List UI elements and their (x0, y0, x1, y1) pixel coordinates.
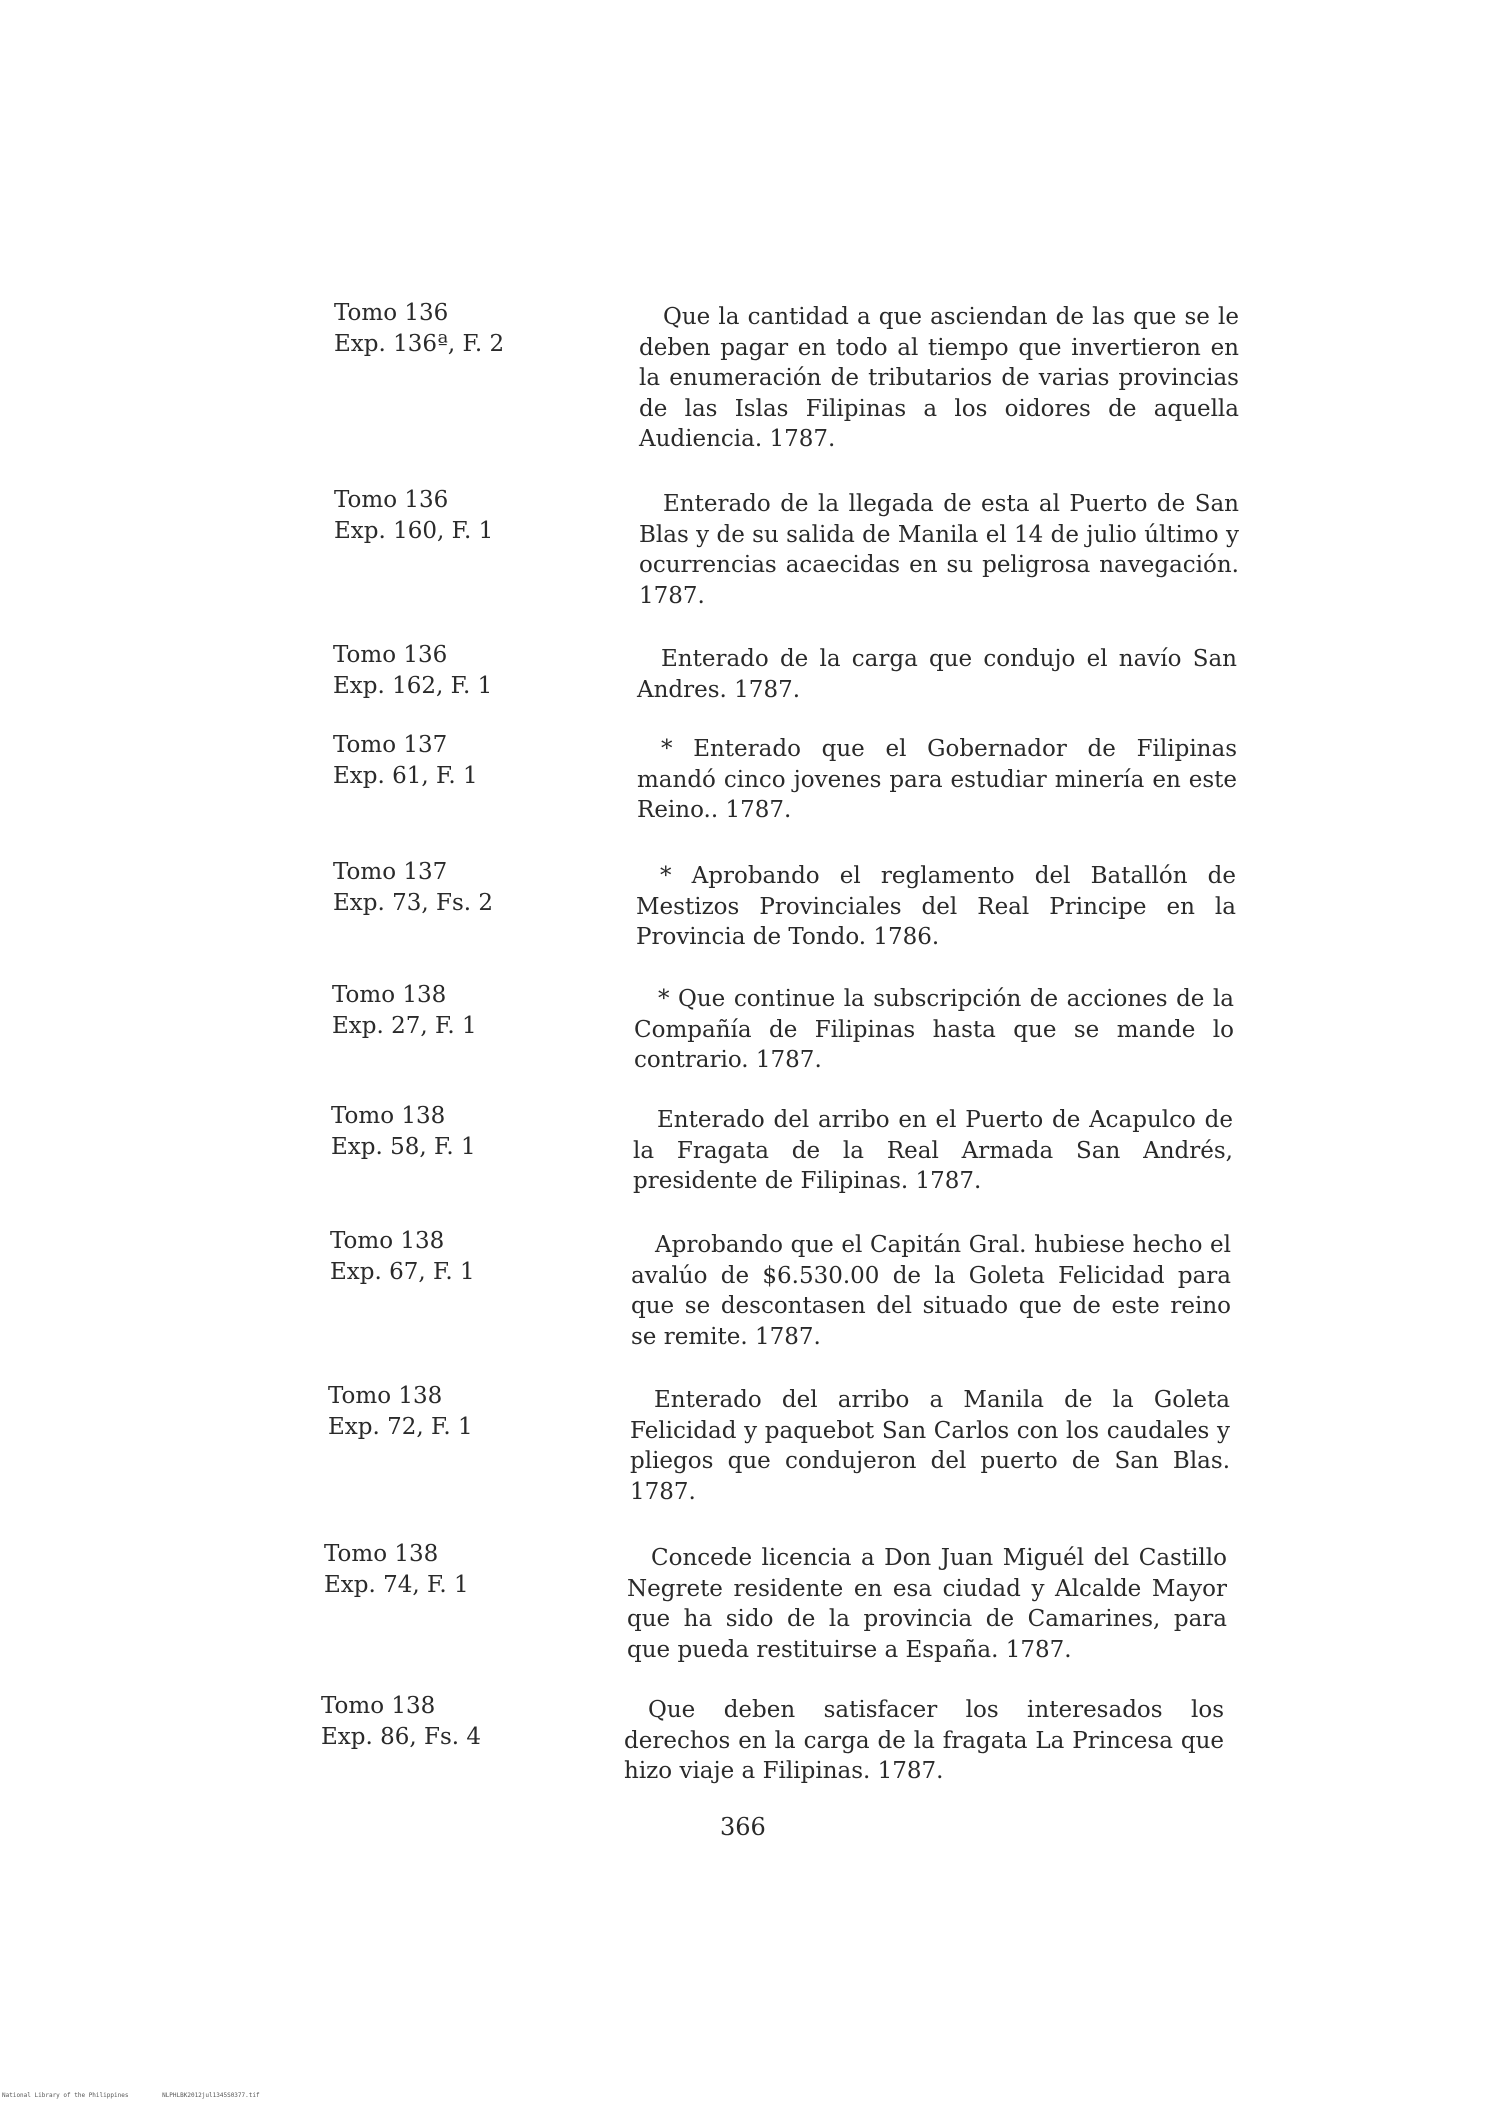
tomo-label: Tomo 138 (332, 982, 447, 1008)
entry-description: Que deben satisfacer los interesados los derechos en la carga de la fragata La Princesa que hizo viaje a Filipinas. 1787. (624, 1697, 1224, 1784)
entry-description: * Que continue la subscripción de acciones de la Compañía de Filipinas hasta que se mande lo contrario. 1787. (634, 986, 1234, 1073)
expediente-label: Exp. 67, F. 1 (330, 1259, 475, 1285)
page-number: 366 (720, 1813, 766, 1841)
tomo-label: Tomo 137 (333, 859, 448, 885)
expediente-label: Exp. 27, F. 1 (332, 1013, 477, 1039)
archive-reference (328, 1381, 473, 1443)
archive-reference (332, 980, 477, 1042)
footer-file: NLPHLBK2012jul1345S0377.tif (162, 2092, 260, 2099)
entry-description: Concede licencia a Don Juan Miguél del Castillo Negrete residente en esa ciudad y Alcalde Mayor que ha sido de la provincia de Camarines, para que pueda restituirse a España. 1787. (627, 1545, 1227, 1663)
expediente-label: Exp. 58, F. 1 (331, 1134, 476, 1160)
entry-description: * Aprobando el reglamento del Batallón de Mestizos Provinciales del Real Principe en la Provincia de Tondo. 1786. (636, 863, 1236, 950)
entry-description: Enterado de la carga que condujo el navío San Andres. 1787. (637, 646, 1237, 703)
tomo-label: Tomo 138 (324, 1541, 439, 1567)
expediente-label: Exp. 160, F. 1 (334, 518, 494, 544)
entry-description: Enterado de la llegada de esta al Puerto de San Blas y de su salida de Manila el 14 de julio último y ocurrencias acaecidas en su peligrosa navegación. 1787. (639, 491, 1239, 609)
scan-footer (2, 2092, 290, 2099)
archive-reference (330, 1226, 475, 1288)
tomo-label: Tomo 136 (334, 300, 449, 326)
archive-reference (333, 730, 478, 792)
footer-source: National Library of the Philippines (2, 2092, 129, 2099)
entry-description: * Enterado que el Gobernador de Filipinas mandó cinco jovenes para estudiar minería en este Reino.. 1787. (637, 736, 1237, 823)
archive-reference (333, 640, 492, 702)
expediente-label: Exp. 61, F. 1 (333, 763, 478, 789)
tomo-label: Tomo 138 (321, 1693, 436, 1719)
expediente-label: Exp. 73, Fs. 2 (333, 890, 494, 916)
archive-reference (334, 485, 493, 547)
entry-description: Aprobando que el Capitán Gral. hubiese hecho el avalúo de $6.530.00 de la Goleta Felicidad para que se descontasen del situado que de este reino se remite. 1787. (631, 1232, 1231, 1350)
tomo-label: Tomo 138 (330, 1228, 445, 1254)
entry-description: Enterado del arribo a Manila de la Goleta Felicidad y paquebot San Carlos con los caudales y pliegos que condujeron del puerto de San Blas. 1787. (630, 1387, 1230, 1505)
archive-reference (333, 857, 493, 919)
tomo-label: Tomo 138 (331, 1103, 446, 1129)
archive-reference (324, 1539, 469, 1601)
tomo-label: Tomo 136 (333, 642, 448, 668)
entry-description: Enterado del arribo en el Puerto de Acapulco de la Fragata de la Real Armada San Andrés, presidente de Filipinas. 1787. (633, 1107, 1233, 1194)
expediente-label: Exp. 136ª, F. 2 (334, 331, 505, 357)
archive-reference (321, 1691, 481, 1753)
expediente-label: Exp. 72, F. 1 (328, 1414, 473, 1440)
archive-reference (334, 298, 504, 360)
tomo-label: Tomo 137 (333, 732, 448, 758)
expediente-label: Exp. 162, F. 1 (333, 673, 493, 699)
archive-reference (331, 1101, 476, 1163)
expediente-label: Exp. 74, F. 1 (324, 1572, 469, 1598)
entry-description: Que la cantidad a que asciendan de las que se le deben pagar en todo al tiempo que invertieron en la enumeración de tributarios de varias provincias de las Islas Filipinas a los oidores de aquella Audiencia. 1787. (639, 304, 1239, 452)
tomo-label: Tomo 136 (334, 487, 449, 513)
tomo-label: Tomo 138 (328, 1383, 443, 1409)
expediente-label: Exp. 86, Fs. 4 (321, 1724, 482, 1750)
